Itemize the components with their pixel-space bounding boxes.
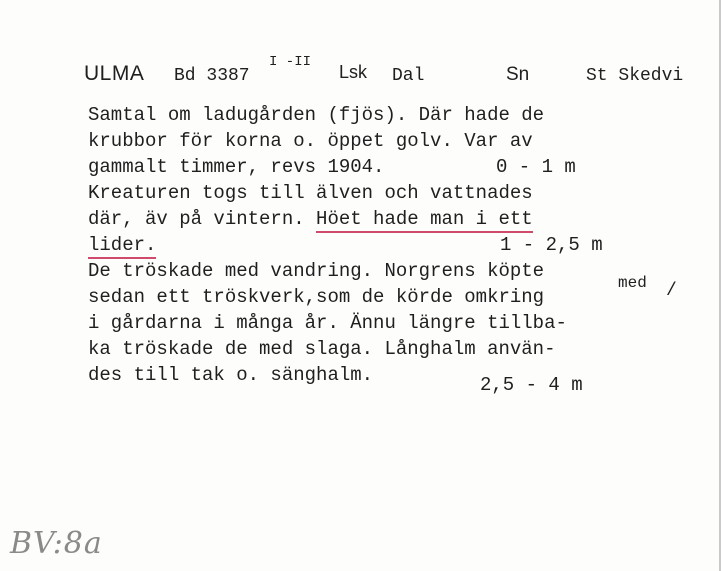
underlined-text: Höet hade man i ett <box>316 208 533 233</box>
text-line <box>88 154 668 180</box>
depth-range: 2,5 - 4 m <box>480 374 583 396</box>
region-name: Dal <box>392 66 425 86</box>
text-line: ka tröskade de med slaga. Långhalm använ- <box>88 338 556 360</box>
text-line-content: där, äv på vintern. <box>88 208 317 230</box>
text-line: Samtal om ladugården (fjös). Där hade de <box>88 104 545 126</box>
collection-code: Lsk <box>339 62 368 82</box>
text-line-content: gammalt timmer, revs 1904. <box>88 156 385 178</box>
parish-label: Sn <box>506 64 530 85</box>
underlined-text: lider. <box>88 234 156 259</box>
insertion-mark: / <box>666 281 677 301</box>
card-text <box>88 102 677 396</box>
volume-number: Bd 3387 <box>174 66 250 86</box>
text-line: De tröskade med vandring. Norgrens köpte <box>88 260 545 282</box>
inserted-word: med <box>618 274 647 292</box>
text-line-content: des till tak o. sänghalm. <box>88 364 374 386</box>
text-line <box>88 362 668 396</box>
archive-code: ULMA <box>84 62 145 85</box>
text-line: i gårdarna i många år. Ännu längre tillba- <box>88 312 567 334</box>
handwritten-signature: BV:8a <box>10 526 103 561</box>
text-line <box>88 232 668 258</box>
parish-name: St Skedvi <box>586 66 684 86</box>
text-line <box>88 274 677 310</box>
text-line <box>88 206 668 232</box>
depth-range: 1 - 2,5 m <box>500 234 603 256</box>
volume-superscript: I -II <box>269 54 312 70</box>
text-line: krubbor för korna o. öppet golv. Var av <box>88 130 533 152</box>
text-line: Kreaturen togs till älven och vattnades <box>88 182 533 204</box>
depth-range: 0 - 1 m <box>496 156 576 178</box>
card-header <box>84 54 684 92</box>
text-line-content: sedan ett tröskverk,som de körde omkring <box>88 286 545 308</box>
